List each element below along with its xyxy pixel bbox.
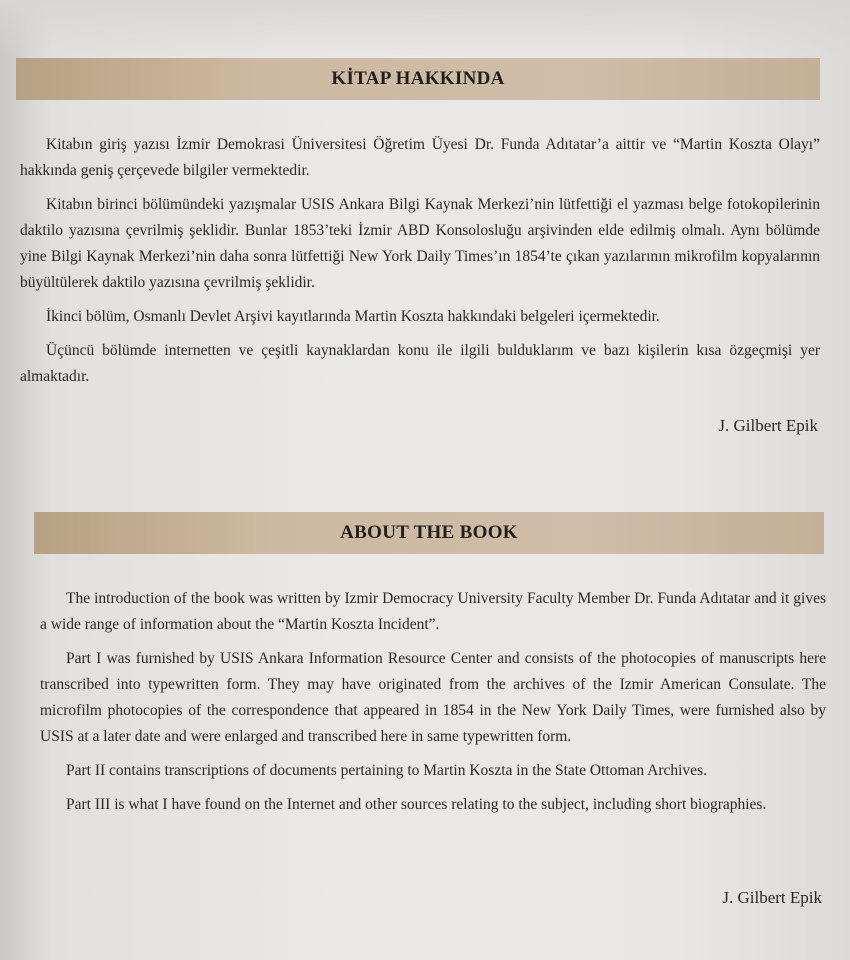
heading-kitap-hakkinda-text: KİTAP HAKKINDA: [331, 68, 505, 89]
heading-about-the-book: [34, 512, 824, 554]
paragraph-en-3: Part II contains transcriptions of documents pertaining to Martin Koszta in the State Ottoman Archives.: [66, 762, 707, 779]
paragraph-tr-2: Kitabın birinci bölümündeki yazışmalar USIS Ankara Bilgi Kaynak Merkezi’nin lütfettiği el yazması belge fotokopilerinin daktilo yazısına çevrilmiş şeklidir. Bunlar 1853’teki İzmir ABD Konsolosluğu arşivinden elde edilmiş olmalı. Aynı bölümde yine Bilgi Kaynak Merkezi’nin daha sonra lütfettiği New York Daily Times’ın 1854’te çıkan yazılarının mikrofilm kopyalarının büyültülerek daktilo yazısına çevrilmiş şeklidir.: [20, 196, 820, 291]
page-shadow: [0, 0, 850, 60]
section-turkish-text: [20, 132, 820, 398]
signature-turkish: J. Gilbert Epik: [718, 416, 818, 435]
paragraph-tr-3: İkinci bölüm, Osmanlı Devlet Arşivi kayıtlarında Martin Koszta hakkındaki belgeleri içermektedir.: [46, 308, 660, 325]
section-english-text: [40, 586, 826, 826]
signature-english: J. Gilbert Epik: [722, 888, 822, 907]
paragraph-en-2: Part I was furnished by USIS Ankara Information Resource Center and consists of the photocopies of manuscripts here transcribed into typewritten form. They may have originated from the archives of the Izmir American Consulate. The microfilm photocopies of the correspondence that appeared in 1854 in the New York Daily Times, were furnished also by USIS at a later date and were enlarged and transcribed here in same typewritten form.: [40, 650, 826, 745]
paragraph-tr-4: Üçüncü bölümde internetten ve çeşitli kaynaklardan konu ile ilgili bulduklarım ve bazı kişilerin kısa özgeçmişi yer almaktadır.: [20, 342, 820, 385]
paragraph-en-4: Part III is what I have found on the Internet and other sources relating to the subject, including short biographies.: [66, 796, 767, 813]
heading-about-the-book-text: ABOUT THE BOOK: [340, 522, 518, 543]
heading-kitap-hakkinda: [16, 58, 820, 100]
paragraph-en-1: The introduction of the book was written by Izmir Democracy University Faculty Member Dr. Funda Adıtatar and it gives a wide range of information about the “Martin Koszta Incident”.: [40, 590, 826, 633]
paragraph-tr-1: Kitabın giriş yazısı İzmir Demokrasi Üniversitesi Öğretim Üyesi Dr. Funda Adıtatar’a aittir ve “Martin Koszta Olayı” hakkında geniş çerçevede bilgiler vermektedir.: [20, 136, 820, 179]
